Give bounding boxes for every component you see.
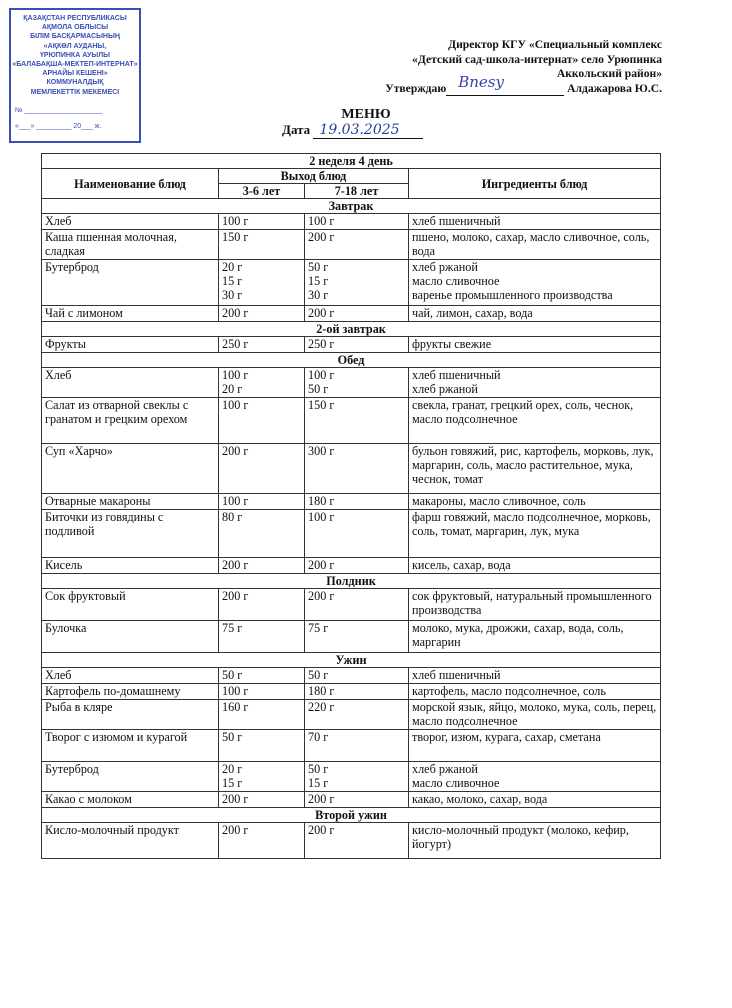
stamp-line: КОММУНАЛДЫҚ — [46, 79, 104, 87]
ingredients: картофель, масло подсолнечное, соль — [409, 684, 661, 700]
portion-7-18: 100 г — [305, 510, 409, 558]
ingredients: какао, молоко, сахар, вода — [409, 792, 661, 808]
portion-3-6: 200 г — [219, 589, 305, 621]
portion-3-6: 200 г — [219, 558, 305, 574]
stamp-line: МЕМЛЕКЕТТІК МЕКЕМЕСІ — [30, 88, 120, 96]
portion-3-6: 150 г — [219, 230, 305, 260]
menu-row — [42, 306, 661, 322]
dish-name: Бутерброд — [42, 762, 219, 792]
menu-table — [41, 153, 661, 859]
portion-3-6: 100 г — [219, 494, 305, 510]
approver-name: Алдажарова Ю.С. — [567, 81, 662, 95]
portion-7-18: 70 г — [305, 730, 409, 762]
week-day-header: 2 неделя 4 день — [42, 154, 661, 169]
ingredients: фрукты свежие — [409, 337, 661, 353]
stamp-line: «БАЛАБАҚША-МЕКТЕП-ИНТЕРНАТ» — [12, 61, 138, 69]
dish-name: Отварные макароны — [42, 494, 219, 510]
menu-row — [42, 762, 661, 792]
portion-7-18: 200 г — [305, 589, 409, 621]
portion-7-18: 75 г — [305, 621, 409, 653]
date-label: Дата — [282, 122, 311, 137]
stamp-line: «АҚКӨЛ АУДАНЫ, — [43, 42, 107, 50]
portion-7-18: 50 г 15 г 30 г — [305, 260, 409, 306]
header-line-1: Директор КГУ «Специальный комплекс — [448, 38, 662, 51]
dish-name: Хлеб — [42, 668, 219, 684]
portion-7-18: 180 г — [305, 494, 409, 510]
meal-section-header: Ужин — [42, 653, 661, 668]
portion-3-6: 100 г 20 г — [219, 368, 305, 398]
ingredients: свекла, гранат, грецкий орех, соль, чеснок, масло подсолнечное — [409, 398, 661, 444]
portion-3-6: 200 г — [219, 823, 305, 859]
stamp-line: ҮРЮПИНКА АУЫЛЫ — [40, 51, 110, 59]
dish-name: Рыба в кляре — [42, 700, 219, 730]
dish-name: Салат из отварной свеклы с гранатом и грецким орехом — [42, 398, 219, 444]
ingredients-column-header: Ингредиенты блюд — [409, 169, 661, 199]
portion-7-18: 250 г — [305, 337, 409, 353]
portion-7-18: 200 г — [305, 823, 409, 859]
meal-section-header: Обед — [42, 353, 661, 368]
portion-3-6: 100 г — [219, 214, 305, 230]
portion-7-18: 200 г — [305, 558, 409, 574]
ingredients: бульон говяжий, рис, картофель, морковь, лук, маргарин, соль, масло растительное, мука, чеснок, томат — [409, 444, 661, 494]
portion-7-18: 200 г — [305, 306, 409, 322]
dish-name: Картофель по-домашнему — [42, 684, 219, 700]
header-line-3: Аккольский район» — [556, 67, 662, 80]
approve-label: Утверждаю — [385, 81, 447, 95]
dish-name: Биточки из говядины с подливой — [42, 510, 219, 558]
menu-row — [42, 510, 661, 558]
ingredients: фарш говяжий, масло подсолнечное, морковь, соль, томат, маргарин, лук, мука — [409, 510, 661, 558]
portion-3-6: 80 г — [219, 510, 305, 558]
signature-line — [446, 73, 564, 96]
portion-7-18: 100 г — [305, 214, 409, 230]
ingredients: чай, лимон, сахар, вода — [409, 306, 661, 322]
menu-row — [42, 230, 661, 260]
stamp-text — [11, 14, 139, 97]
portion-3-6: 75 г — [219, 621, 305, 653]
menu-row — [42, 823, 661, 859]
stamp-line: АРНАЙЫ КЕШЕНІ» — [42, 70, 108, 78]
age-3-6-header: 3-6 лет — [219, 184, 305, 199]
portion-7-18: 300 г — [305, 444, 409, 494]
portion-3-6: 20 г 15 г 30 г — [219, 260, 305, 306]
portion-7-18: 150 г — [305, 398, 409, 444]
ingredients: кисель, сахар, вода — [409, 558, 661, 574]
menu-row — [42, 337, 661, 353]
ingredients: макароны, масло сливочное, соль — [409, 494, 661, 510]
age-7-18-header: 7-18 лет — [305, 184, 409, 199]
dish-name: Кисло-молочный продукт — [42, 823, 219, 859]
date-line — [282, 122, 423, 139]
portion-3-6: 200 г — [219, 792, 305, 808]
dish-name: Булочка — [42, 621, 219, 653]
ingredients: молоко, мука, дрожжи, сахар, вода, соль, маргарин — [409, 621, 661, 653]
ingredients: сок фруктовый, натуральный промышленного производства — [409, 589, 661, 621]
portion-7-18: 100 г 50 г — [305, 368, 409, 398]
portion-3-6: 100 г — [219, 398, 305, 444]
menu-row — [42, 700, 661, 730]
ingredients: хлеб ржаной масло сливочное — [409, 762, 661, 792]
portion-7-18: 50 г 15 г — [305, 762, 409, 792]
dish-name: Фрукты — [42, 337, 219, 353]
portion-3-6: 200 г — [219, 306, 305, 322]
menu-row — [42, 558, 661, 574]
page-title: МЕНЮ — [341, 107, 391, 122]
header-line-2: «Детский сад-школа-интернат» село Урюпинка — [412, 52, 662, 66]
portion-7-18: 50 г — [305, 668, 409, 684]
ingredients: кисло-молочный продукт (молоко, кефир, йогурт) — [409, 823, 661, 859]
dish-name: Кисель — [42, 558, 219, 574]
menu-row — [42, 494, 661, 510]
menu-row — [42, 368, 661, 398]
portion-7-18: 200 г — [305, 792, 409, 808]
menu-row — [42, 444, 661, 494]
menu-row — [42, 621, 661, 653]
dish-name: Какао с молоком — [42, 792, 219, 808]
portion-3-6: 100 г — [219, 684, 305, 700]
portion-3-6: 200 г — [219, 444, 305, 494]
dish-name: Каша пшенная молочная, сладкая — [42, 230, 219, 260]
meal-section-header: Завтрак — [42, 199, 661, 214]
menu-row — [42, 730, 661, 762]
portion-3-6: 250 г — [219, 337, 305, 353]
ingredients: хлеб пшеничный — [409, 668, 661, 684]
ingredients: пшено, молоко, сахар, масло сливочное, соль, вода — [409, 230, 661, 260]
menu-row — [42, 792, 661, 808]
ingredients: хлеб ржаной масло сливочное варенье промышленного производства — [409, 260, 661, 306]
ingredients: морской язык, яйцо, молоко, мука, соль, перец, масло подсолнечное — [409, 700, 661, 730]
stamp-line: ҚАЗАҚСТАН РЕСПУБЛИКАСЫ — [23, 15, 127, 22]
menu-row — [42, 214, 661, 230]
portion-3-6: 50 г — [219, 668, 305, 684]
ingredients: хлеб пшеничный — [409, 214, 661, 230]
menu-row — [42, 398, 661, 444]
signature: Bnesy — [458, 73, 504, 91]
approval-header — [385, 38, 662, 96]
portion-7-18: 200 г — [305, 230, 409, 260]
stamp-line: АҚМОЛА ОБЛЫСЫ — [41, 24, 109, 32]
portion-3-6: 160 г — [219, 700, 305, 730]
menu-row — [42, 260, 661, 306]
dish-name: Сок фруктовый — [42, 589, 219, 621]
meal-section-header: Полдник — [42, 574, 661, 589]
stamp-date-line: «___» _________ 20___ ж. — [15, 123, 102, 130]
stamp-number-line: № ____________________ — [15, 107, 103, 114]
dish-name: Бутерброд — [42, 260, 219, 306]
portion-3-6: 20 г 15 г — [219, 762, 305, 792]
portion-7-18: 180 г — [305, 684, 409, 700]
meal-section-header: Второй ужин — [42, 808, 661, 823]
stamp-line: БІЛІМ БАСҚАРМАСЫНЫҢ — [30, 33, 120, 41]
dish-name: Хлеб — [42, 214, 219, 230]
dish-name: Суп «Харчо» — [42, 444, 219, 494]
portion-7-18: 220 г — [305, 700, 409, 730]
menu-body — [42, 199, 661, 859]
output-column-header: Выход блюд — [219, 169, 409, 184]
dish-name: Хлеб — [42, 368, 219, 398]
dish-column-header: Наименование блюд — [42, 169, 219, 199]
dish-name: Чай с лимоном — [42, 306, 219, 322]
menu-row — [42, 589, 661, 621]
date-value: 19.03.2025 — [313, 122, 423, 139]
ingredients: хлеб пшеничный хлеб ржаной — [409, 368, 661, 398]
meal-section-header: 2-ой завтрак — [42, 322, 661, 337]
menu-row — [42, 668, 661, 684]
ingredients: творог, изюм, курага, сахар, сметана — [409, 730, 661, 762]
portion-3-6: 50 г — [219, 730, 305, 762]
menu-row — [42, 684, 661, 700]
dish-name: Творог с изюмом и курагой — [42, 730, 219, 762]
